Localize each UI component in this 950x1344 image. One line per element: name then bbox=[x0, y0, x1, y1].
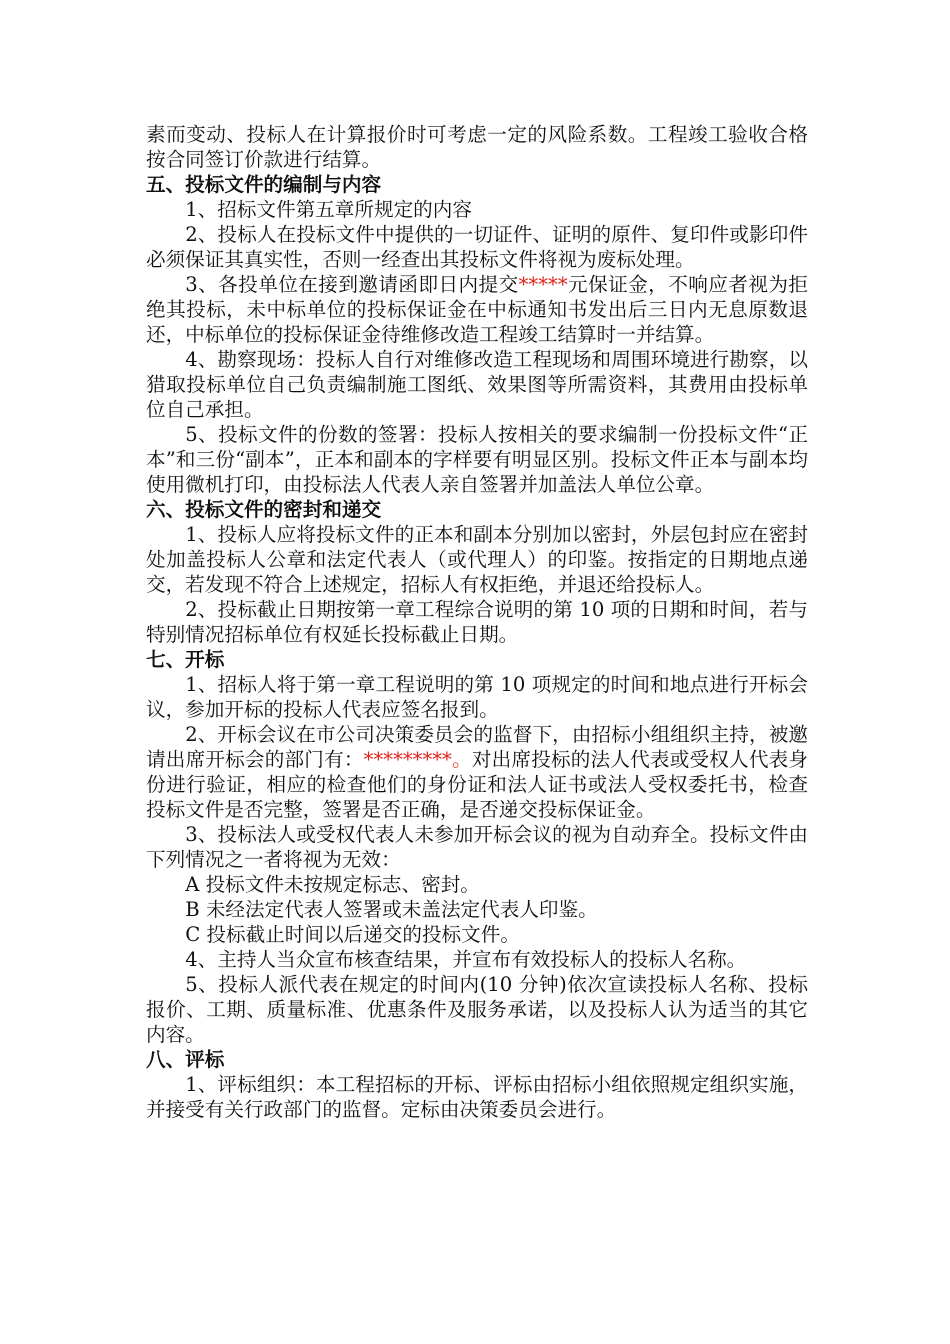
paragraph-6-2: 2、投标截止日期按第一章工程综合说明的第 10 项的日期和时间，若与特别情况招标单位有权延长投标截止日期。 bbox=[146, 598, 808, 646]
masked-departments: *********。 bbox=[363, 748, 472, 771]
masked-amount: ***** bbox=[518, 273, 568, 296]
paragraph-5-4: 4、勘察现场：投标人自行对维修改造工程现场和周围环境进行勘察，以猎取投标单位自己负责编制施工图纸、效果图等所需资料，其费用由投标单位自己承担。 bbox=[146, 348, 808, 421]
paragraph-6-1: 1、投标人应将投标文件的正本和副本分别加以密封，外层包封应在密封处加盖投标人公章和法定代表人（或代理人）的印鉴。按指定的日期地点递交，若发现不符合上述规定，招标人有权拒绝，并退还给投标人。 bbox=[146, 523, 808, 596]
list-item-a: A 投标文件未按规定标志、密封。 bbox=[185, 873, 480, 896]
section-heading-8: 八、评标 bbox=[146, 1048, 225, 1071]
section-heading-7: 七、开标 bbox=[146, 648, 225, 671]
section-heading-5: 五、投标文件的编制与内容 bbox=[146, 173, 382, 196]
paragraph-7-5: 5、投标人派代表在规定的时间内(10 分钟)依次宣读投标人名称、投标报价、工期、质量标准、优惠条件及服务承诺，以及投标人认为适当的其它内容。 bbox=[146, 973, 808, 1046]
section-heading-6: 六、投标文件的密封和递交 bbox=[146, 498, 382, 521]
paragraph-7-4: 4、主持人当众宣布核查结果，并宣布有效投标人的投标人名称。 bbox=[185, 948, 747, 971]
paragraph-5-5: 5、投标文件的份数的签署：投标人按相关的要求编制一份投标文件“正本”和三份“副本”，正本和副本的字样要有明显区别。投标文件正本与副本均使用微机打印，由投标法人代表人亲自签署并加盖法人单位公章。 bbox=[146, 423, 808, 496]
list-item-b: B 未经法定代表人签署或未盖法定代表人印鉴。 bbox=[185, 898, 598, 921]
paragraph-5-2: 2、投标人在投标文件中提供的一切证件、证明的原件、复印件或影印件必须保证其真实性，否则一经查出其投标文件将视为废标处理。 bbox=[146, 223, 808, 271]
paragraph-7-2 bbox=[146, 722, 808, 822]
list-item-c: C 投标截止时间以后递交的投标文件。 bbox=[185, 923, 520, 946]
paragraph-5-3-start: 3、各投单位在接到邀请函即日内提交 bbox=[185, 273, 519, 296]
paragraph-7-1: 1、招标人将于第一章工程说明的第 10 项规定的时间和地点进行开标会议，参加开标的投标人代表应签名报到。 bbox=[146, 673, 808, 721]
document-page bbox=[146, 122, 808, 1122]
paragraph-5-3-end: 元保证金，不响应者视为拒绝其投标，未中标单位的投标保证金在中标通知书发出后三日内无息原数退还，中标单位的投标保证金待维修改造工程竣工结算时一并结算。 bbox=[146, 273, 809, 346]
paragraph-7-3: 3、投标法人或受权代表人未参加开标会议的视为自动弃全。投标文件由下列情况之一者将视为无效： bbox=[146, 823, 808, 871]
paragraph-7-2-end: 对出席投标的法人代表或受权人代表身份进行验证，相应的检查他们的身份证和法人证书或法人受权委托书，检查投标文件是否完整，签署是否正确，是否递交投标保证金。 bbox=[146, 748, 809, 821]
paragraph-7-2-start: 2、开标会议在市公司决策委员会的监督下，由招标小组组织主持，被邀请出席开标会的部门有： bbox=[146, 723, 808, 771]
paragraph-5-3 bbox=[146, 272, 808, 347]
paragraph-continuation: 素而变动、投标人在计算报价时可考虑一定的风险系数。工程竣工验收合格按合同签订价款进行结算。 bbox=[146, 123, 808, 171]
paragraph-5-1: 1、招标文件第五章所规定的内容 bbox=[185, 198, 472, 221]
paragraph-8-1: 1、评标组织：本工程招标的开标、评标由招标小组依照规定组织实施，并接受有关行政部门的监督。定标由决策委员会进行。 bbox=[146, 1073, 808, 1121]
